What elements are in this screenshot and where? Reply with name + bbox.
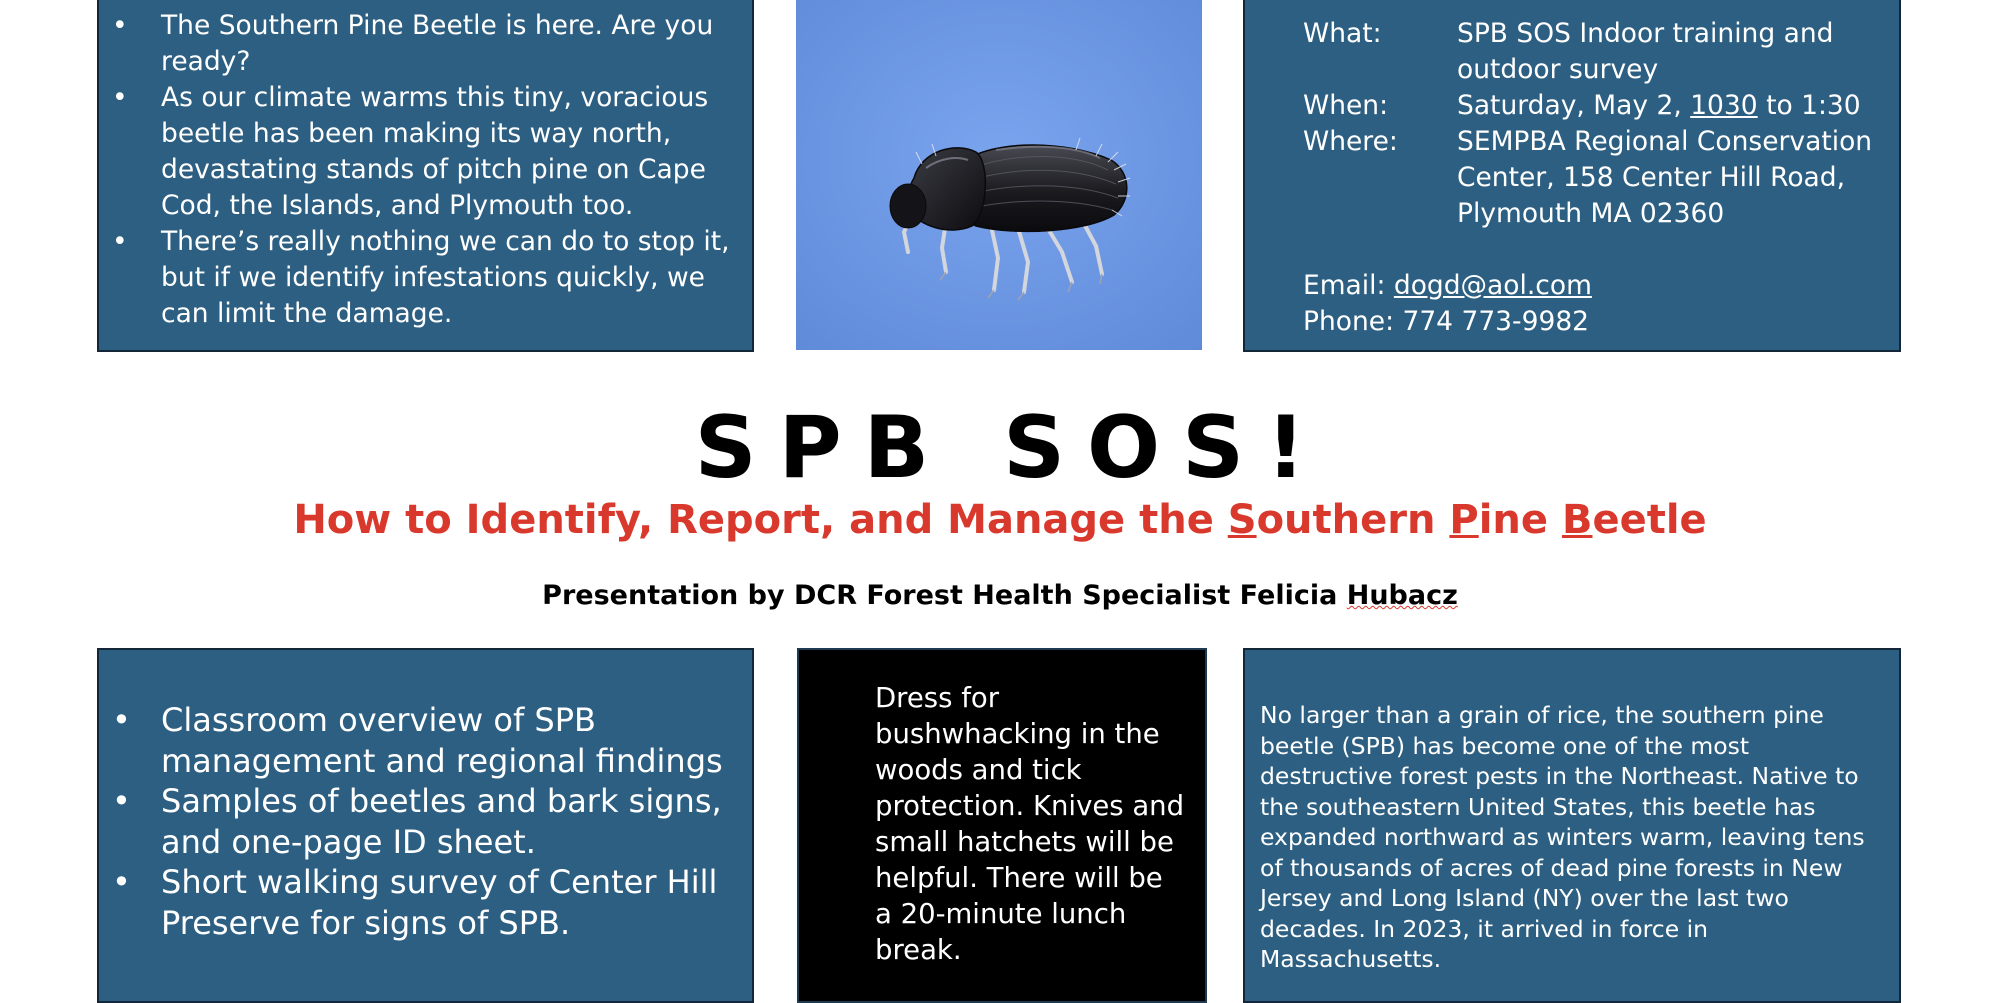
subtitle-part: ine [1478, 497, 1562, 543]
phone-label: Phone: [1303, 306, 1403, 337]
intro-bullet: • The Southern Pine Beetle is here. Are you ready? [99, 8, 740, 80]
presenter-line [0, 578, 2000, 614]
email-label: Email: [1303, 270, 1394, 301]
agenda-box [97, 648, 754, 1003]
about-spb-text: No larger than a grain of rice, the southern pine beetle (SPB) has become one of the most destructive forest pests in the Northeast. Native to the southeastern United States, this beetle has expanded northward as winters warm, leaving tens of thousands of acres of dead pine forests in New Jersey and Long Island (NY) over the last two decades. In 2023, it arrived in force in Massachusetts. [1260, 701, 1865, 973]
where-value: SEMPBA Regional Conservation Center, 158 Center Hill Road, Plymouth MA 02360 [1457, 126, 1873, 229]
subtitle [0, 494, 2000, 546]
intro-bullet-list [99, 8, 740, 332]
dress-notice-text: Dress for bushwhacking in the woods and tick protection. Knives and small hatchets will be helpful. There will be a 20-minute lunch break. [875, 682, 1185, 966]
when-start-time: 1030 [1690, 90, 1758, 121]
presenter-surname: Hubacz [1346, 580, 1458, 611]
agenda-bullet: • Classroom overview of SPB management and regional findings [99, 700, 740, 781]
where-label: Where: [1303, 126, 1398, 157]
phone-value: 774 773-9982 [1402, 306, 1590, 337]
email-row [1303, 268, 1899, 304]
event-what-row [1303, 16, 1899, 88]
when-suffix: to 1:30 [1757, 90, 1861, 121]
about-spb-box [1243, 648, 1901, 1003]
subtitle-initial-b: B [1561, 497, 1593, 543]
intro-bullet: • There’s really nothing we can do to stop it, but if we identify infestations quickly, we can limit the damage. [99, 224, 740, 332]
subtitle-initial-p: P [1449, 497, 1479, 543]
when-value [1457, 88, 1899, 124]
agenda-bullet: • Samples of beetles and bark signs, and one-page ID sheet. [99, 781, 740, 862]
subtitle-part: How to Identify, Report, and Manage the [293, 497, 1228, 543]
when-label: When: [1303, 90, 1389, 121]
page-title: SPB SOS! [694, 398, 1328, 498]
event-details-box [1243, 0, 1901, 352]
subtitle-initial-s: S [1227, 497, 1257, 543]
contact-block [1303, 268, 1899, 340]
what-label: What: [1303, 18, 1382, 49]
beetle-photo [796, 0, 1202, 350]
agenda-bullet: • Short walking survey of Center Hill Preserve for signs of SPB. [99, 862, 740, 943]
dress-notice-box [797, 648, 1207, 1003]
when-prefix: Saturday, May 2, [1457, 90, 1691, 121]
phone-row [1303, 304, 1899, 340]
event-where-row [1303, 124, 1899, 232]
intro-bullet: • As our climate warms this tiny, voracious beetle has been making its way north, devastating stands of pitch pine on Cape Cod, the Islands, and Plymouth too. [99, 80, 740, 224]
intro-box [97, 0, 754, 352]
what-value: SPB SOS Indoor training and outdoor survey [1457, 18, 1834, 85]
subtitle-part: outhern [1256, 497, 1450, 543]
email-link[interactable]: dogd@aol.com [1393, 270, 1592, 301]
event-when-row [1303, 88, 1899, 124]
presenter-prefix: Presentation by DCR Forest Health Specialist Felicia [542, 580, 1347, 611]
agenda-bullet-list [99, 700, 740, 943]
subtitle-part: eetle [1592, 497, 1707, 543]
